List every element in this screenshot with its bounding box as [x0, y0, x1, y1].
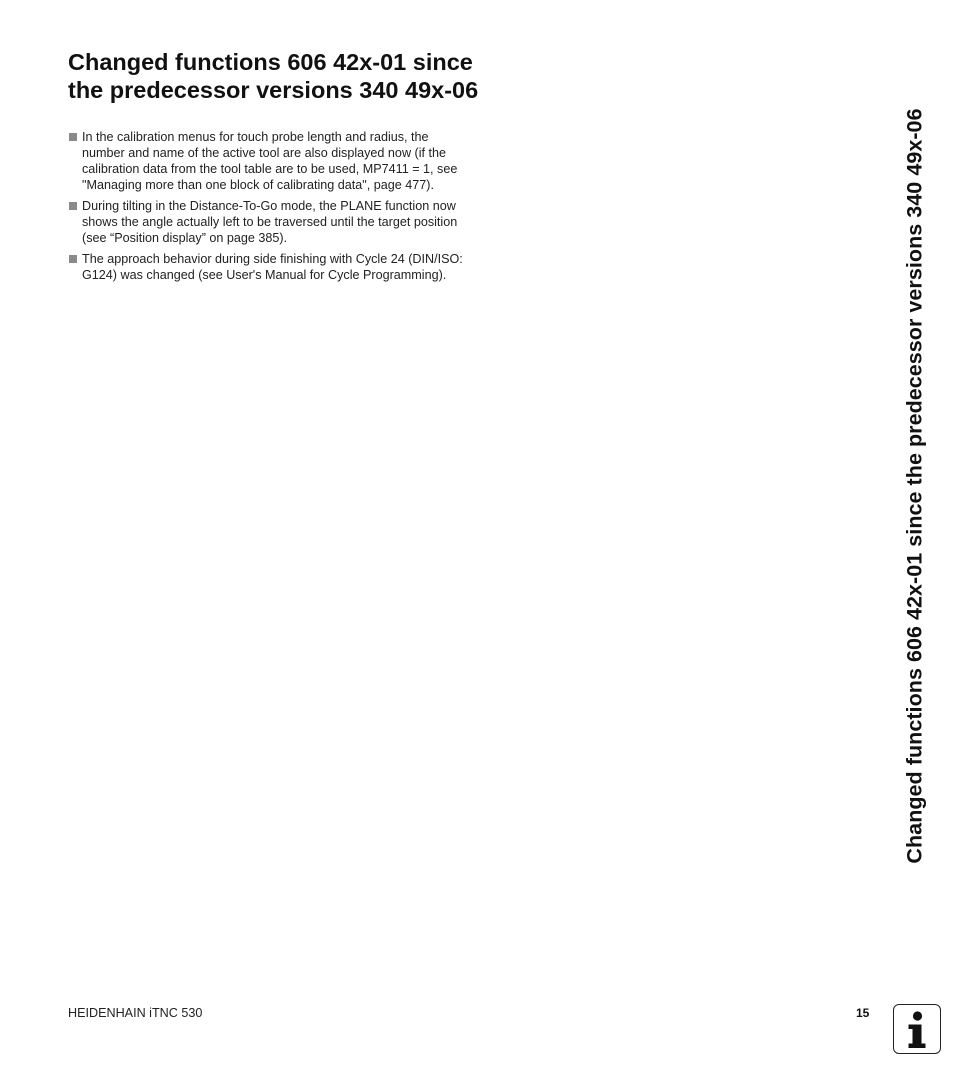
page-title-line-2: the predecessor versions 340 49x-06: [68, 77, 479, 103]
bullet-line: number and name of the active tool are also displayed now (if the: [82, 146, 447, 160]
bullet-text: [82, 198, 518, 246]
side-title-container: [890, 40, 940, 932]
bullet-list: [68, 129, 518, 288]
bullet-line: During tilting in the Distance-To-Go mode, the PLANE function now: [82, 199, 456, 213]
page-title-line-1: Changed functions 606 42x-01 since: [68, 49, 473, 75]
list-item: [68, 251, 518, 283]
info-icon-glyph: [894, 1005, 939, 1052]
bullet-line: The approach behavior during side finishing with Cycle 24 (DIN/ISO:: [82, 252, 463, 266]
square-bullet-icon: [69, 202, 77, 210]
bullet-line: shows the angle actually left to be traversed until the target position: [82, 215, 458, 229]
square-bullet-icon: [69, 255, 77, 263]
bullet-line: In the calibration menus for touch probe length and radius, the: [82, 130, 429, 144]
bullet-line: "Managing more than one block of calibrating data", page 477).: [82, 178, 434, 192]
bullet-line: calibration data from the tool table are to be used, MP7411 = 1, see: [82, 162, 458, 176]
footer-brand: HEIDENHAIN iTNC 530: [68, 1006, 203, 1020]
page-number: 15: [856, 1006, 870, 1020]
bullet-text: [82, 129, 518, 193]
page-title: [68, 48, 538, 104]
info-icon: [893, 1004, 941, 1054]
bullet-line: (see “Position display” on page 385).: [82, 231, 288, 245]
bullet-line: G124) was changed (see User's Manual for Cycle Programming).: [82, 268, 447, 282]
list-item: [68, 129, 518, 193]
square-bullet-icon: [69, 133, 77, 141]
bullet-text: [82, 251, 518, 283]
list-item: [68, 198, 518, 246]
side-running-title: Changed functions 606 42x-01 since the predecessor versions 340 49x-06: [902, 108, 927, 864]
